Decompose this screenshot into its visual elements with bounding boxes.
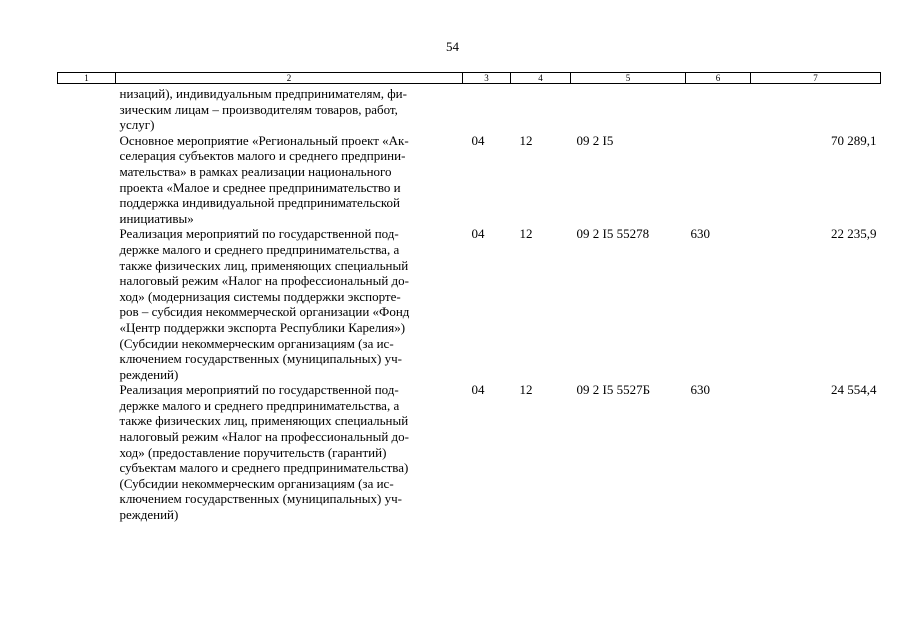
- row-name: Основное мероприятие «Региональный проект «Ак- селерация субъектов малого и среднего предприни- мательства» в рамках реализации национального проекта «Малое и среднее предпринимательство и поддержка индивидуальной предпринимательской инициативы»: [119, 132, 409, 226]
- table-row: [58, 133, 881, 227]
- row-col1-empty: [58, 382, 116, 522]
- row-section-code: [463, 86, 511, 133]
- row-name: Реализация мероприятий по государственной под- держке малого и среднего предпринимательства, а также физических лиц, применяющих специальный налоговый режим «Налог на профессиональный до- ход» (модернизация системы поддержки экспортe- ров – субсидия некоммерческой организации «Фонд «Центр поддержки экспорта Республики Карелия») (Субсидии некоммерческим организациям (за ис- ключением государственных (муниципальных) уч- реждений): [119, 226, 410, 382]
- row-section-code: 04: [471, 382, 485, 398]
- table-body: [58, 84, 881, 523]
- budget-table: [57, 72, 881, 523]
- header-col-7: 7: [751, 73, 881, 84]
- row-expense-type-code: [686, 86, 751, 133]
- row-amount: [751, 86, 881, 133]
- row-subsection-code: [511, 86, 571, 133]
- table-row: [58, 86, 881, 133]
- row-expense-type-code: 630: [690, 382, 710, 398]
- row-subsection-code: 12: [519, 226, 533, 242]
- header-col-5: 5: [571, 73, 686, 84]
- row-target-article-code: 09 2 I5 55278: [576, 226, 650, 242]
- header-col-6: 6: [686, 73, 751, 84]
- row-col1-empty: [58, 133, 116, 227]
- row-name: низаций), индивидуальным предпринимателям, фи- зическим лицам – производителям товаров, работ, услуг): [119, 86, 407, 133]
- row-col1-empty: [58, 86, 116, 133]
- row-subsection-code: 12: [519, 132, 533, 148]
- row-section-code: 04: [471, 132, 485, 148]
- row-name: Реализация мероприятий по государственной под- держке малого и среднего предпринимательства, а также физических лиц, применяющих специальный налоговый режим «Налог на профессиональный до- ход» (предоставление поручительств (гарантий) субъектам малого и среднего предпринимательства) (Субсидии некоммерческим организациям (за ис- ключением государственных (муниципальных) уч- реждений): [119, 382, 409, 523]
- header-row: [58, 73, 881, 84]
- row-expense-type-code: 630: [690, 226, 710, 242]
- row-expense-type-code: [686, 133, 751, 227]
- table-row: [58, 226, 881, 382]
- header-col-4: 4: [511, 73, 571, 84]
- row-amount: 24 554,4: [831, 382, 877, 398]
- row-col1-empty: [58, 226, 116, 382]
- header-col-3: 3: [463, 73, 511, 84]
- row-amount: 70 289,1: [831, 132, 877, 148]
- row-subsection-code: 12: [519, 382, 533, 398]
- row-target-article-code: 09 2 I5: [576, 132, 614, 148]
- header-col-1: 1: [58, 73, 116, 84]
- row-target-article-code: 09 2 I5 5527Б: [576, 382, 651, 398]
- page-number: 54: [446, 39, 459, 54]
- table-header: [58, 73, 881, 84]
- header-col-2: 2: [116, 73, 463, 84]
- row-section-code: 04: [471, 226, 485, 242]
- row-amount: 22 235,9: [831, 226, 877, 242]
- table-row: [58, 382, 881, 522]
- row-target-article-code: [571, 86, 686, 133]
